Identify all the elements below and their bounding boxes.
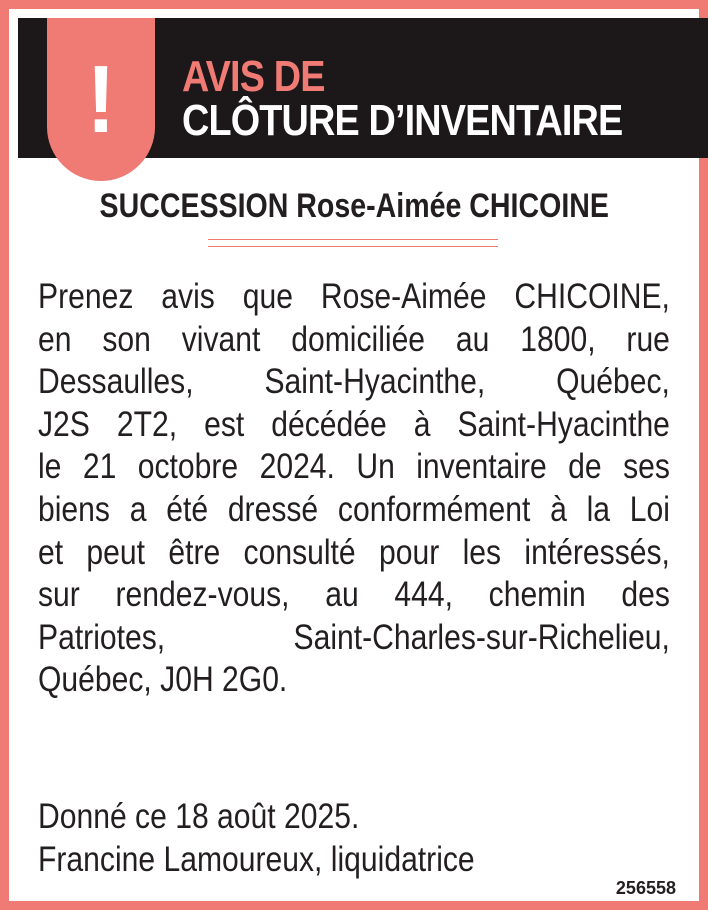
notice-body	[38, 276, 670, 702]
body-line: Québec, J0H 2G0.	[38, 660, 288, 700]
notice-title-line-2: CLÔTURE D’INVENTAIRE	[182, 96, 623, 145]
body-line: sur rendez-vous, au 444, chemin des	[38, 575, 670, 615]
body-line: J2S 2T2, est décédée à Saint-Hyacinthe	[38, 404, 670, 444]
signatory: Francine Lamoureux, liquidatrice	[38, 839, 475, 879]
alert-badge	[47, 18, 155, 181]
given-date: Donné ce 18 août 2025.	[38, 797, 360, 836]
notice-header	[18, 18, 708, 158]
body-line: biens a été dressé conformément à la Loi	[38, 489, 670, 529]
body-line: et peut être consulté pour les intéressés,	[38, 532, 670, 572]
body-line: en son vivant domiciliée au 1800, rue	[38, 319, 670, 359]
succession-heading	[9, 186, 699, 226]
divider-top	[208, 239, 498, 240]
body-line: Dessaulles, Saint-Hyacinthe, Québec,	[38, 362, 670, 402]
reference-number: 256558	[615, 878, 676, 898]
body-line: Prenez avis que Rose-Aimée CHICOINE,	[38, 277, 670, 316]
notice-title-line-1: AVIS DE	[182, 52, 325, 101]
divider-bottom	[208, 246, 498, 247]
notice-closing	[38, 796, 546, 881]
body-line: le 21 octobre 2024. Un inventaire de ses	[38, 447, 670, 487]
succession-heading-text: SUCCESSION Rose-Aimée CHICOINE	[99, 187, 609, 225]
body-line: Patriotes, Saint-Charles-sur-Richelieu,	[38, 617, 670, 657]
exclamation-icon: !	[86, 46, 116, 153]
